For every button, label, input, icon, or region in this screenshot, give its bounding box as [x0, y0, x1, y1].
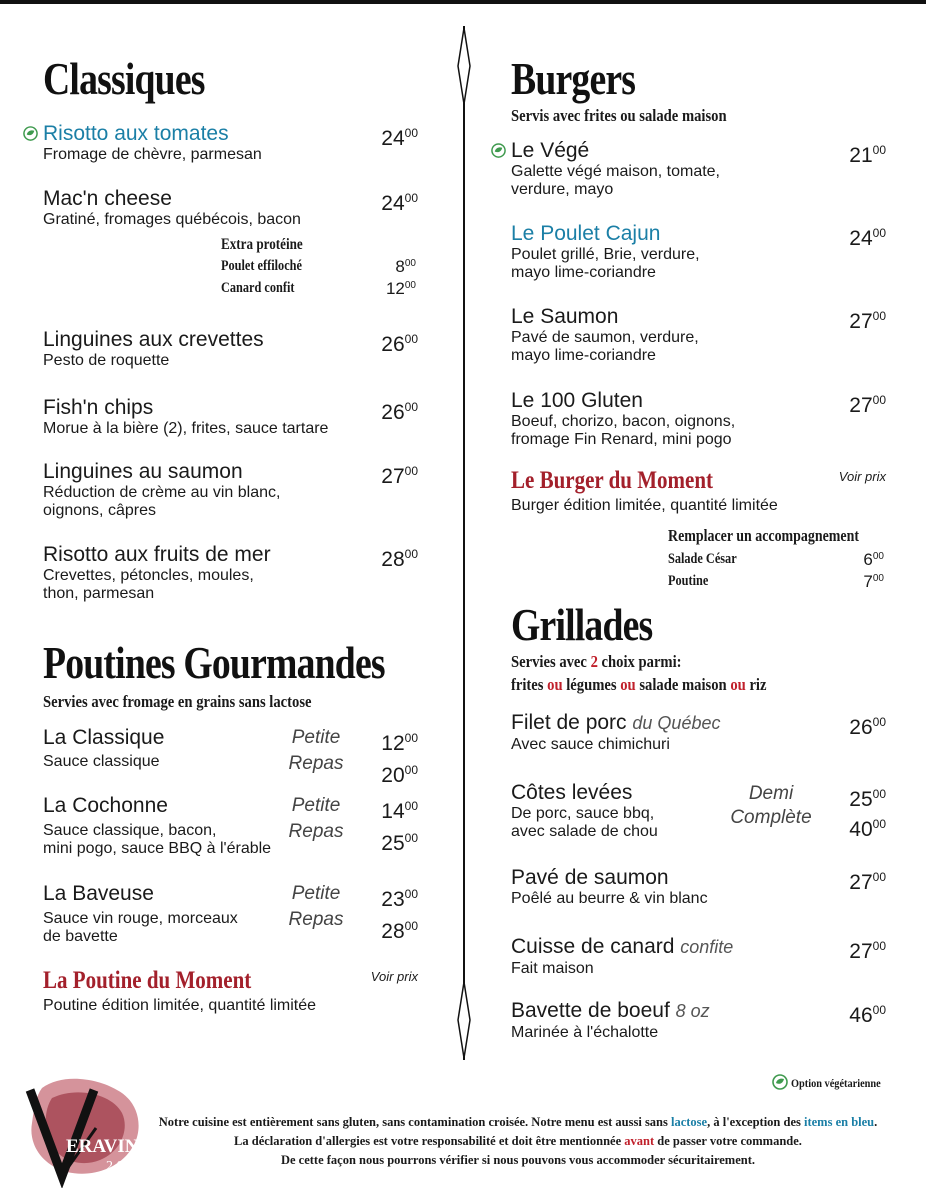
item-name: Fish'n chips: [43, 396, 154, 419]
top-rule: [0, 0, 926, 4]
menu-item: [511, 780, 886, 850]
item-description: Réduction de crème au vin blanc,: [43, 484, 281, 501]
item-price: $46^{00}$: [849, 1003, 886, 1027]
menu-item: [511, 998, 886, 1042]
column-divider: [452, 26, 476, 1060]
item-description: mayo lime-coriandre: [511, 264, 656, 281]
item-name: Côtes levées: [511, 781, 633, 804]
menu-item: [511, 934, 886, 978]
item-description: verdure, mayo: [511, 181, 614, 198]
menu-item: [43, 327, 418, 370]
extra-row: Poulet effiloché $8^{00}$: [221, 257, 416, 276]
section-subtitle: Servis avec frites ou salade maison: [511, 106, 727, 125]
replace-title: Remplacer un accompagnement: [668, 526, 860, 545]
item-price: $27^{00}$: [849, 939, 886, 963]
item-price: $24^{00}$: [381, 191, 418, 215]
item-description: Sauce vin rouge, morceaux: [43, 910, 238, 927]
voir-prix-label: Voir prix: [838, 469, 886, 484]
item-price: $27^{00}$: [381, 464, 418, 488]
menu-item: [511, 710, 886, 754]
notice-line: De cette façon nous pourrons vérifier si nous pouvons vous accommoder sécuritairement.: [280, 1153, 756, 1167]
item-description: Boeuf, chorizo, bacon, oignons,: [511, 413, 736, 430]
item-description: Poulet grillé, Brie, verdure,: [511, 246, 700, 263]
item-name: La Cochonne: [43, 794, 168, 817]
notice-line: La déclaration d'allergies est votre responsabilité et doit être mentionnée avant de passer votre commande.: [234, 1134, 802, 1148]
item-description: Crevettes, pétoncles, moules,: [43, 567, 254, 584]
size-labels: Petite Repas: [288, 795, 344, 842]
item-name: Risotto aux fruits de mer: [43, 543, 271, 566]
vegetarian-icon: [23, 126, 38, 141]
item-name: La Classique: [43, 726, 165, 749]
menu-item: [43, 186, 418, 229]
section-subtitle-options: frites ou légumes ou salade maison ou riz: [511, 675, 767, 694]
item-price: $27^{00}$: [849, 393, 886, 417]
item-price: $27^{00}$: [849, 870, 886, 894]
item-price: $26^{00}$: [381, 332, 418, 356]
section-title-burgers: Burgers: [511, 53, 636, 104]
vegetarian-icon: [772, 1074, 788, 1090]
item-description: Poutine édition limitée, quantité limitée: [43, 997, 317, 1014]
item-name: Le Poulet Cajun: [511, 222, 661, 245]
item-price: $24^{00}$: [381, 126, 418, 150]
item-description: Morue à la bière (2), frites, sauce tartare: [43, 420, 329, 437]
item-description: Pesto de roquette: [43, 352, 170, 369]
section-subtitle: Servies avec fromage en grains sans lactose: [43, 692, 312, 711]
menu-item: [43, 725, 418, 787]
item-description: Sauce classique, bacon,: [43, 822, 217, 839]
section-title-poutines: Poutines Gourmandes: [43, 637, 385, 688]
item-name: Bavette de boeuf 8 oz: [511, 999, 710, 1022]
item-description: Poêlé au beurre & vin blanc: [511, 890, 708, 907]
menu-item: [511, 138, 886, 199]
menu-item: [511, 221, 886, 282]
item-description: De porc, sauce bbq,: [511, 805, 655, 822]
item-name: Le Saumon: [511, 305, 619, 328]
replace-row: Poutine $7^{00}$: [668, 572, 884, 591]
menu-item: [511, 304, 886, 365]
item-description: Avec sauce chimichuri: [511, 736, 670, 753]
menu-item: [511, 865, 886, 908]
item-price: $21^{00}$: [849, 143, 886, 167]
item-description: Pavé de saumon, verdure,: [511, 329, 699, 346]
item-description: mini pogo, sauce BBQ à l'érable: [43, 840, 272, 857]
replace-row: Salade César $6^{00}$: [668, 550, 884, 569]
item-description: mayo lime-coriandre: [511, 347, 656, 364]
item-price: $24^{00}$: [849, 226, 886, 250]
extra-protein-block: [221, 236, 416, 301]
menu-item: [43, 881, 418, 951]
item-description: Sauce classique: [43, 753, 160, 770]
item-description: avec salade de chou: [511, 823, 658, 840]
item-description: fromage Fin Renard, mini pogo: [511, 431, 732, 448]
item-name: La Baveuse: [43, 882, 154, 905]
item-description: Fait maison: [511, 960, 594, 977]
size-labels: Petite Repas: [288, 727, 344, 774]
item-description: de bavette: [43, 928, 118, 945]
section-title-classiques: Classiques: [43, 53, 205, 104]
vegetarian-legend: Option végétarienne: [772, 1074, 895, 1091]
menu-item: [43, 542, 418, 603]
item-name: Linguines au saumon: [43, 460, 243, 483]
moment-title: La Poutine du Moment: [43, 967, 252, 994]
item-description: oignons, câpres: [43, 502, 156, 519]
burger-du-moment: [511, 467, 886, 515]
logo-version: 2.0: [106, 1159, 124, 1174]
veravin-logo: [22, 1068, 152, 1188]
item-price: $28^{00}$: [381, 547, 418, 571]
item-name: Le 100 Gluten: [511, 389, 643, 412]
extra-title: Extra protéine: [221, 236, 303, 253]
item-price: $26^{00}$: [381, 400, 418, 424]
notice-line: Notre cuisine est entièrement sans gluten, sans contamination croisée. Notre menu est aussi sans lactose, à l'exception des items en bleu.: [158, 1115, 878, 1129]
item-prices: $25^{00}$ $40^{00}$: [849, 787, 886, 841]
item-description: thon, parmesan: [43, 585, 155, 602]
menu-item: [43, 793, 418, 863]
item-description: Fromage de chèvre, parmesan: [43, 146, 262, 163]
item-name: Risotto aux tomates: [43, 122, 229, 145]
item-description: Gratiné, fromages québécois, bacon: [43, 211, 301, 228]
logo-wordmark: ERAVIN: [66, 1136, 139, 1157]
vegetarian-icon: [491, 143, 506, 158]
item-prices: $23^{00}$ $28^{00}$: [381, 887, 418, 943]
replace-side-block: [668, 526, 884, 594]
item-name: Linguines aux crevettes: [43, 328, 264, 351]
allergy-notice: [158, 1113, 878, 1170]
item-name: Le Végé: [511, 139, 590, 162]
menu-item: [43, 395, 418, 438]
size-labels: Petite Repas: [288, 883, 344, 930]
menu-item: [511, 388, 886, 449]
item-description: Galette végé maison, tomate,: [511, 163, 720, 180]
moment-title: Le Burger du Moment: [511, 467, 714, 494]
menu-item: [43, 459, 418, 520]
item-description: Burger édition limitée, quantité limitée: [511, 497, 778, 514]
voir-prix-label: Voir prix: [370, 969, 418, 984]
poutine-du-moment: [43, 967, 418, 1015]
item-name: Filet de porc du Québec: [511, 711, 721, 734]
extra-row: Canard confit $12^{00}$: [221, 279, 416, 298]
item-name: Mac'n cheese: [43, 187, 172, 210]
item-name: Cuisse de canard confite: [511, 935, 734, 958]
section-subtitle: Servies avec 2 choix parmi:: [511, 652, 682, 671]
item-prices: $12^{00}$ $20^{00}$: [381, 731, 418, 787]
item-name: Pavé de saumon: [511, 866, 669, 889]
item-prices: $14^{00}$ $25^{00}$: [381, 799, 418, 855]
menu-item: [43, 121, 418, 164]
item-price: $27^{00}$: [849, 309, 886, 333]
item-description: Marinée à l'échalotte: [511, 1024, 659, 1041]
size-labels: Demi Complète: [730, 783, 812, 828]
item-price: $26^{00}$: [849, 715, 886, 739]
section-title-grillades: Grillades: [511, 599, 653, 650]
